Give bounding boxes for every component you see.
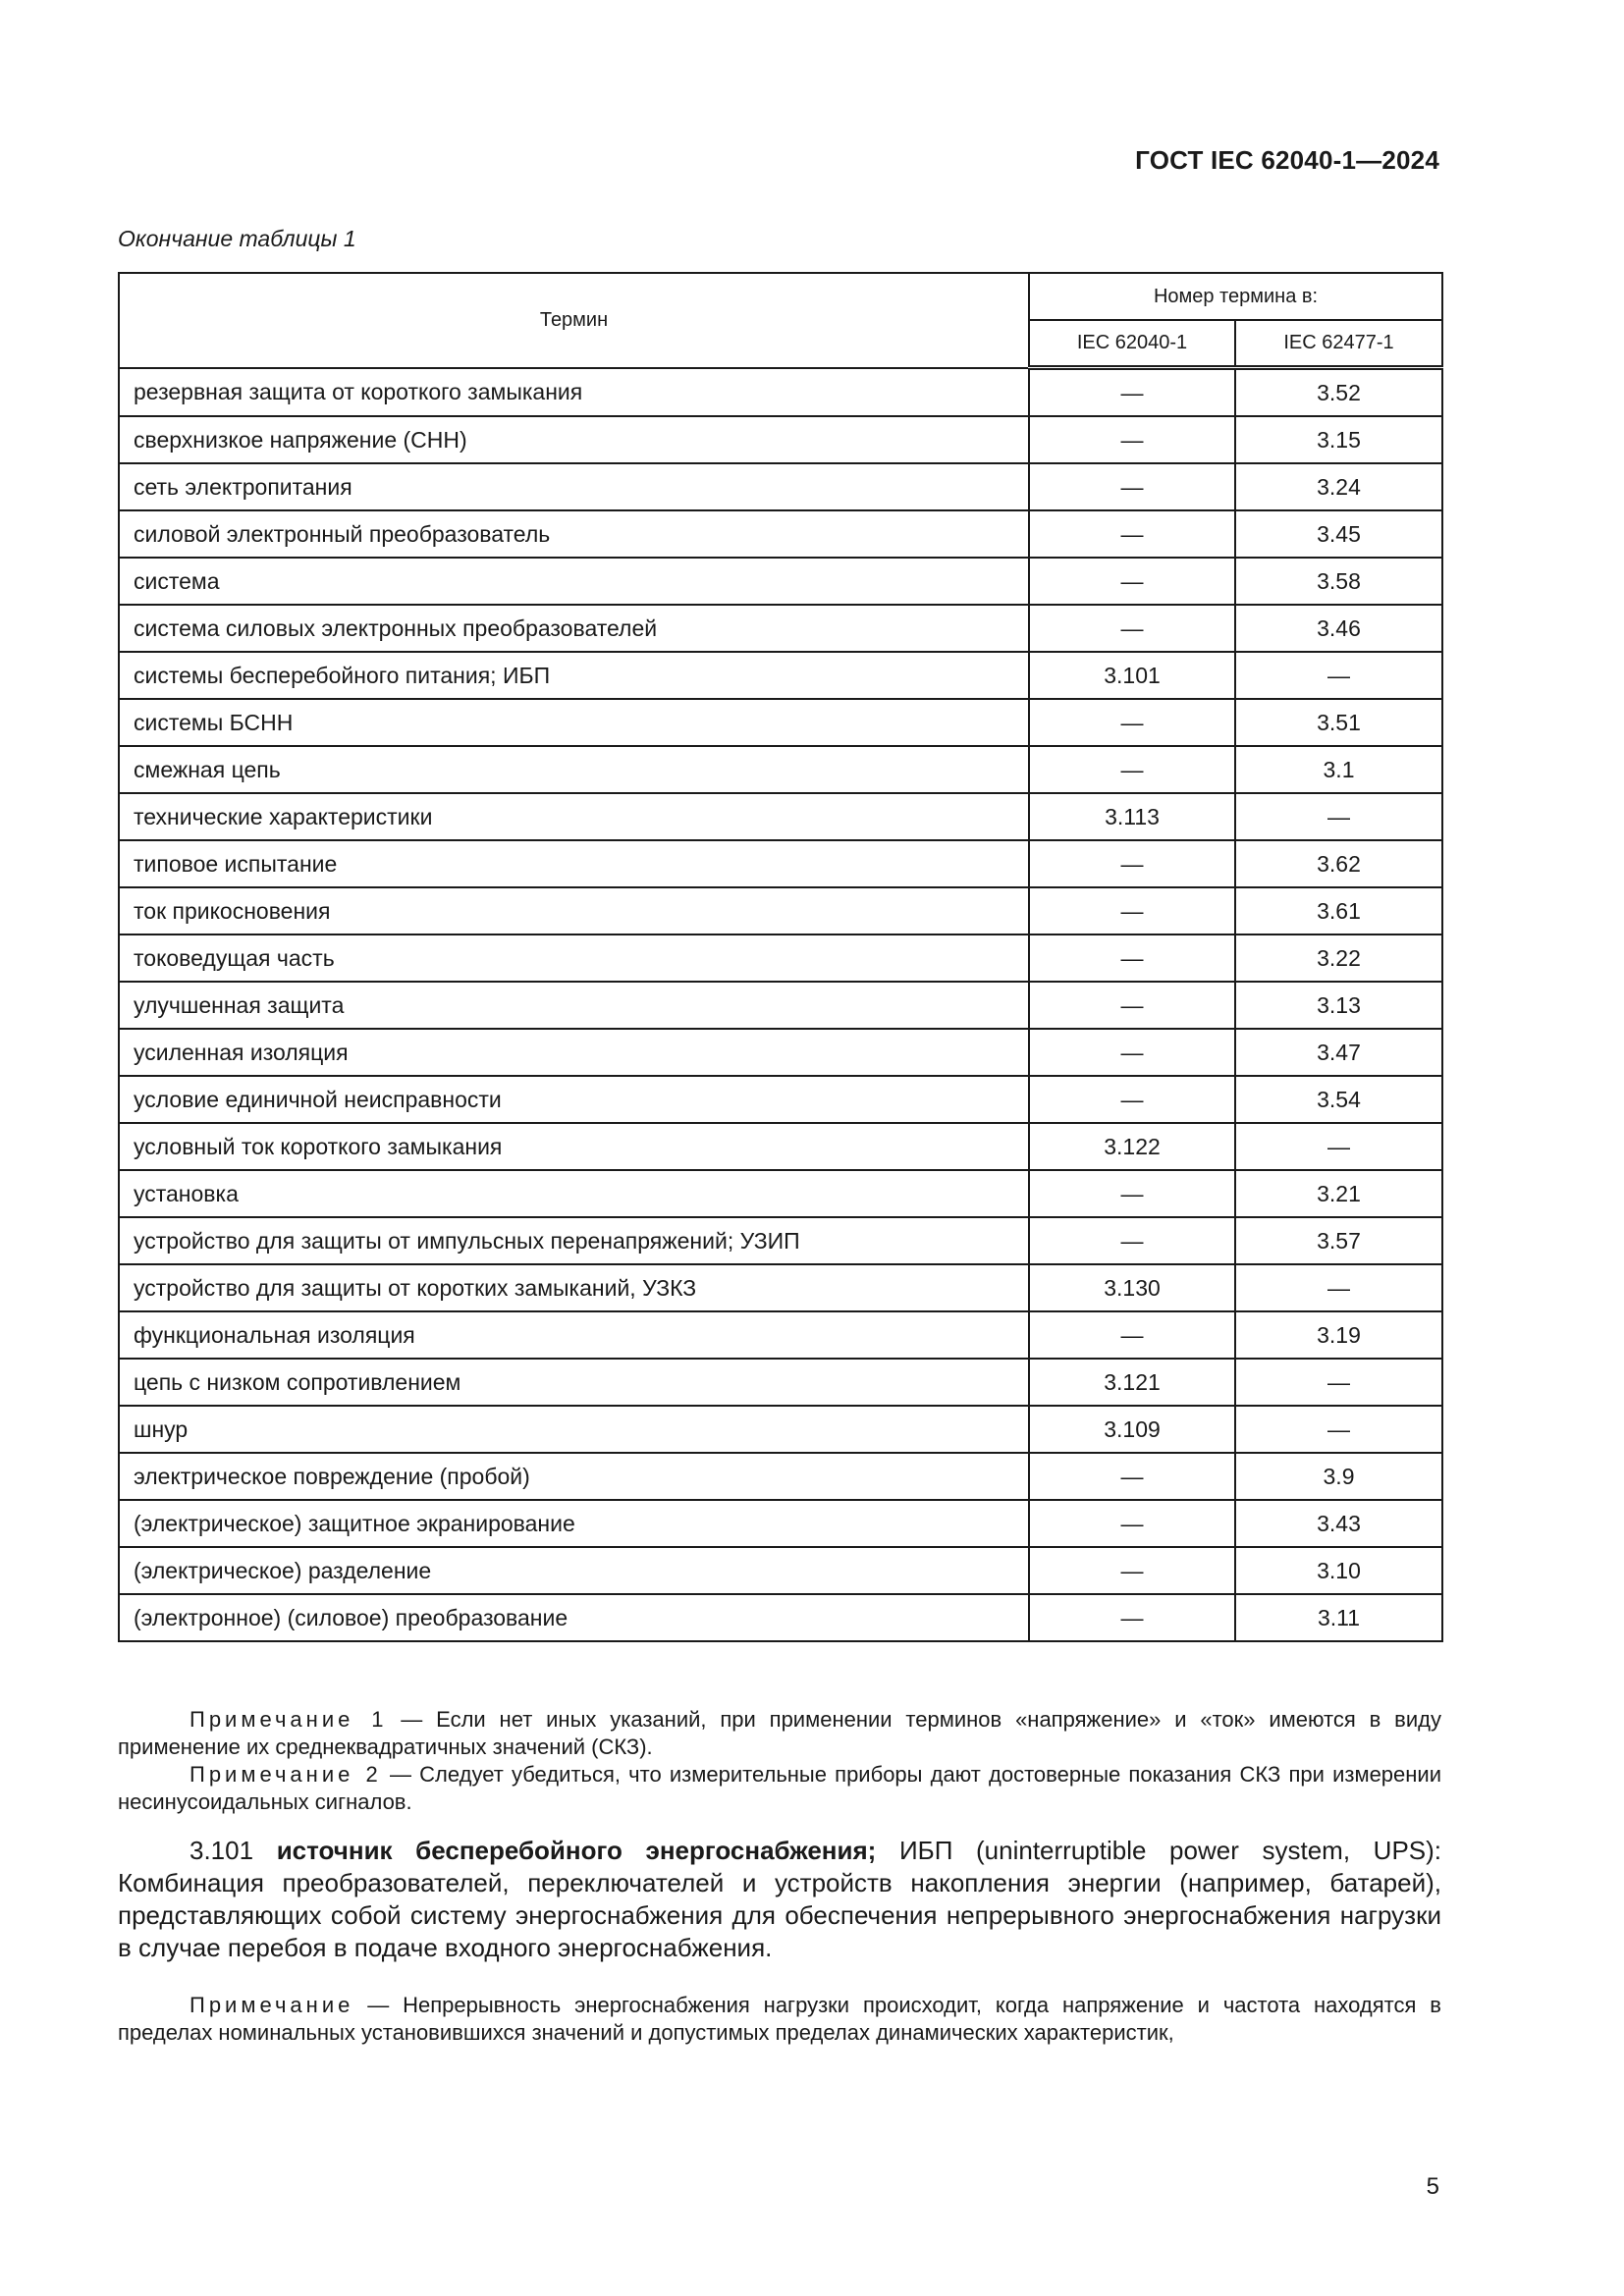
note-1-text: — Если нет иных указаний, при применении терминов «напряжение» и «ток» имеются в виду применение их среднеквадратичных значений (СКЗ). [118,1707,1441,1759]
iec62477-cell: 3.58 [1235,558,1442,605]
iec62040-cell: — [1029,840,1235,887]
iec62040-cell: 3.122 [1029,1123,1235,1170]
table-row [119,746,1442,793]
table-row [119,840,1442,887]
term-cell: установка [119,1170,1029,1217]
term-cell: резервная защита от короткого замыкания [119,368,1029,417]
note-1-label: Примечание 1 [189,1707,388,1732]
table-row [119,1594,1442,1641]
table-row [119,1406,1442,1453]
iec62477-cell: 3.46 [1235,605,1442,652]
iec62477-cell: 3.57 [1235,1217,1442,1264]
iec62040-cell: — [1029,463,1235,510]
terms-table [118,272,1443,1642]
iec62040-cell: — [1029,510,1235,558]
iec62477-cell: — [1235,1264,1442,1311]
document-standard-header: ГОСТ IEC 62040-1—2024 [1135,145,1439,175]
iec62040-cell: — [1029,368,1235,417]
term-cell: условный ток короткого замыкания [119,1123,1029,1170]
table-row [119,1029,1442,1076]
iec62477-cell: 3.45 [1235,510,1442,558]
definition-term: источник бесперебойного энергоснабжения; [276,1836,877,1865]
iec62477-cell: 3.15 [1235,416,1442,463]
term-cell: токоведущая часть [119,934,1029,982]
term-cell: (электрическое) разделение [119,1547,1029,1594]
iec62477-cell: — [1235,1406,1442,1453]
iec62040-cell: — [1029,605,1235,652]
table-row [119,463,1442,510]
term-cell: улучшенная защита [119,982,1029,1029]
iec62477-cell: 3.24 [1235,463,1442,510]
iec62040-cell: 3.101 [1029,652,1235,699]
table-row [119,1076,1442,1123]
iec62040-cell: — [1029,746,1235,793]
table-row [119,1217,1442,1264]
definition-note [118,1992,1441,2047]
iec62040-cell: — [1029,934,1235,982]
term-cell: усиленная изоляция [119,1029,1029,1076]
iec62477-cell: 3.1 [1235,746,1442,793]
page-number: 5 [1426,2173,1439,2200]
iec62040-cell: — [1029,1170,1235,1217]
iec62477-cell: 3.43 [1235,1500,1442,1547]
term-cell: цепь с низком сопротивлением [119,1359,1029,1406]
iec62040-cell: 3.109 [1029,1406,1235,1453]
iec62477-cell: 3.22 [1235,934,1442,982]
iec62040-cell: — [1029,1076,1235,1123]
iec62040-cell: 3.113 [1029,793,1235,840]
table-row [119,1123,1442,1170]
term-cell: (электронное) (силовое) преобразование [119,1594,1029,1641]
table-caption: Окончание таблицы 1 [118,226,356,251]
iec62477-cell: 3.9 [1235,1453,1442,1500]
column-header-group: Номер термина в: [1029,273,1442,320]
table-row [119,1264,1442,1311]
definition-3-101 [118,1835,1441,1964]
iec62477-cell: 3.10 [1235,1547,1442,1594]
table-row [119,510,1442,558]
term-cell: ток прикосновения [119,887,1029,934]
term-cell: типовое испытание [119,840,1029,887]
iec62477-cell: 3.54 [1235,1076,1442,1123]
iec62040-cell: — [1029,1217,1235,1264]
iec62040-cell: — [1029,887,1235,934]
note-2 [118,1761,1441,1816]
iec62040-cell: — [1029,1594,1235,1641]
iec62477-cell: 3.11 [1235,1594,1442,1641]
column-header-term: Термин [119,273,1029,368]
iec62040-cell: — [1029,699,1235,746]
iec62040-cell: — [1029,1029,1235,1076]
iec62477-cell: — [1235,1123,1442,1170]
iec62040-cell: 3.130 [1029,1264,1235,1311]
term-cell: электрическое повреждение (пробой) [119,1453,1029,1500]
iec62477-cell: — [1235,652,1442,699]
term-cell: сеть электропитания [119,463,1029,510]
term-cell: условие единичной неисправности [119,1076,1029,1123]
definition-note-text: — Непрерывность энергоснабжения нагрузки происходит, когда напряжение и частота находятся в пределах номинальных установившихся значений и допустимых пределах динамических характеристик, [118,1993,1441,2045]
term-cell: шнур [119,1406,1029,1453]
iec62477-cell: 3.52 [1235,368,1442,417]
table-row [119,1500,1442,1547]
table-row [119,1547,1442,1594]
note-2-text: — Следует убедиться, что измерительные приборы дают достоверные показания СКЗ при измерении несинусоидальных сигналов. [118,1762,1442,1814]
iec62040-cell: — [1029,1500,1235,1547]
table-row [119,887,1442,934]
table-row [119,558,1442,605]
table-row [119,699,1442,746]
iec62040-cell: — [1029,416,1235,463]
iec62477-cell: 3.21 [1235,1170,1442,1217]
table-row [119,934,1442,982]
table-row [119,1170,1442,1217]
iec62477-cell: 3.47 [1235,1029,1442,1076]
iec62477-cell: 3.62 [1235,840,1442,887]
iec62040-cell: — [1029,1311,1235,1359]
term-cell: (электрическое) защитное экранирование [119,1500,1029,1547]
iec62477-cell: 3.61 [1235,887,1442,934]
table-row [119,1453,1442,1500]
table-body [119,368,1442,1642]
term-cell: системы бесперебойного питания; ИБП [119,652,1029,699]
iec62040-cell: — [1029,558,1235,605]
iec62040-cell: 3.121 [1029,1359,1235,1406]
note-1 [118,1706,1441,1761]
column-header-iec62477: IEC 62477-1 [1235,320,1442,368]
term-cell: устройство для защиты от импульсных перенапряжений; УЗИП [119,1217,1029,1264]
table-row [119,793,1442,840]
term-cell: функциональная изоляция [119,1311,1029,1359]
column-header-iec62040: IEC 62040-1 [1029,320,1235,368]
table-row [119,368,1442,417]
table-notes [118,1706,1441,1816]
term-cell: системы БСНН [119,699,1029,746]
term-cell: смежная цепь [119,746,1029,793]
definition-number: 3.101 [189,1836,254,1865]
term-cell: система силовых электронных преобразователей [119,605,1029,652]
definition-text: ИБП (uninterruptible power system, UPS): Комбинация преобразователей, переключателей и устройств накопления энергии (например, батарей), представляющих собой систему энергоснабжения для обеспечения непрерывного энергоснабжения нагрузки в случае перебоя в подаче входного энергоснабжения. [118,1836,1442,1962]
iec62040-cell: — [1029,982,1235,1029]
table-row [119,1311,1442,1359]
iec62040-cell: — [1029,1453,1235,1500]
note-2-label: Примечание 2 [189,1762,382,1787]
iec62477-cell: — [1235,793,1442,840]
definition-note-label: Примечание [189,1993,354,2017]
iec62477-cell: 3.13 [1235,982,1442,1029]
term-cell: сверхнизкое напряжение (СНН) [119,416,1029,463]
iec62477-cell: 3.19 [1235,1311,1442,1359]
table-row [119,416,1442,463]
table-row [119,1359,1442,1406]
table-row [119,605,1442,652]
table-row [119,652,1442,699]
term-cell: система [119,558,1029,605]
iec62040-cell: — [1029,1547,1235,1594]
iec62477-cell: — [1235,1359,1442,1406]
term-cell: устройство для защиты от коротких замыканий, УЗКЗ [119,1264,1029,1311]
table-row [119,982,1442,1029]
iec62477-cell: 3.51 [1235,699,1442,746]
term-cell: силовой электронный преобразователь [119,510,1029,558]
term-cell: технические характеристики [119,793,1029,840]
